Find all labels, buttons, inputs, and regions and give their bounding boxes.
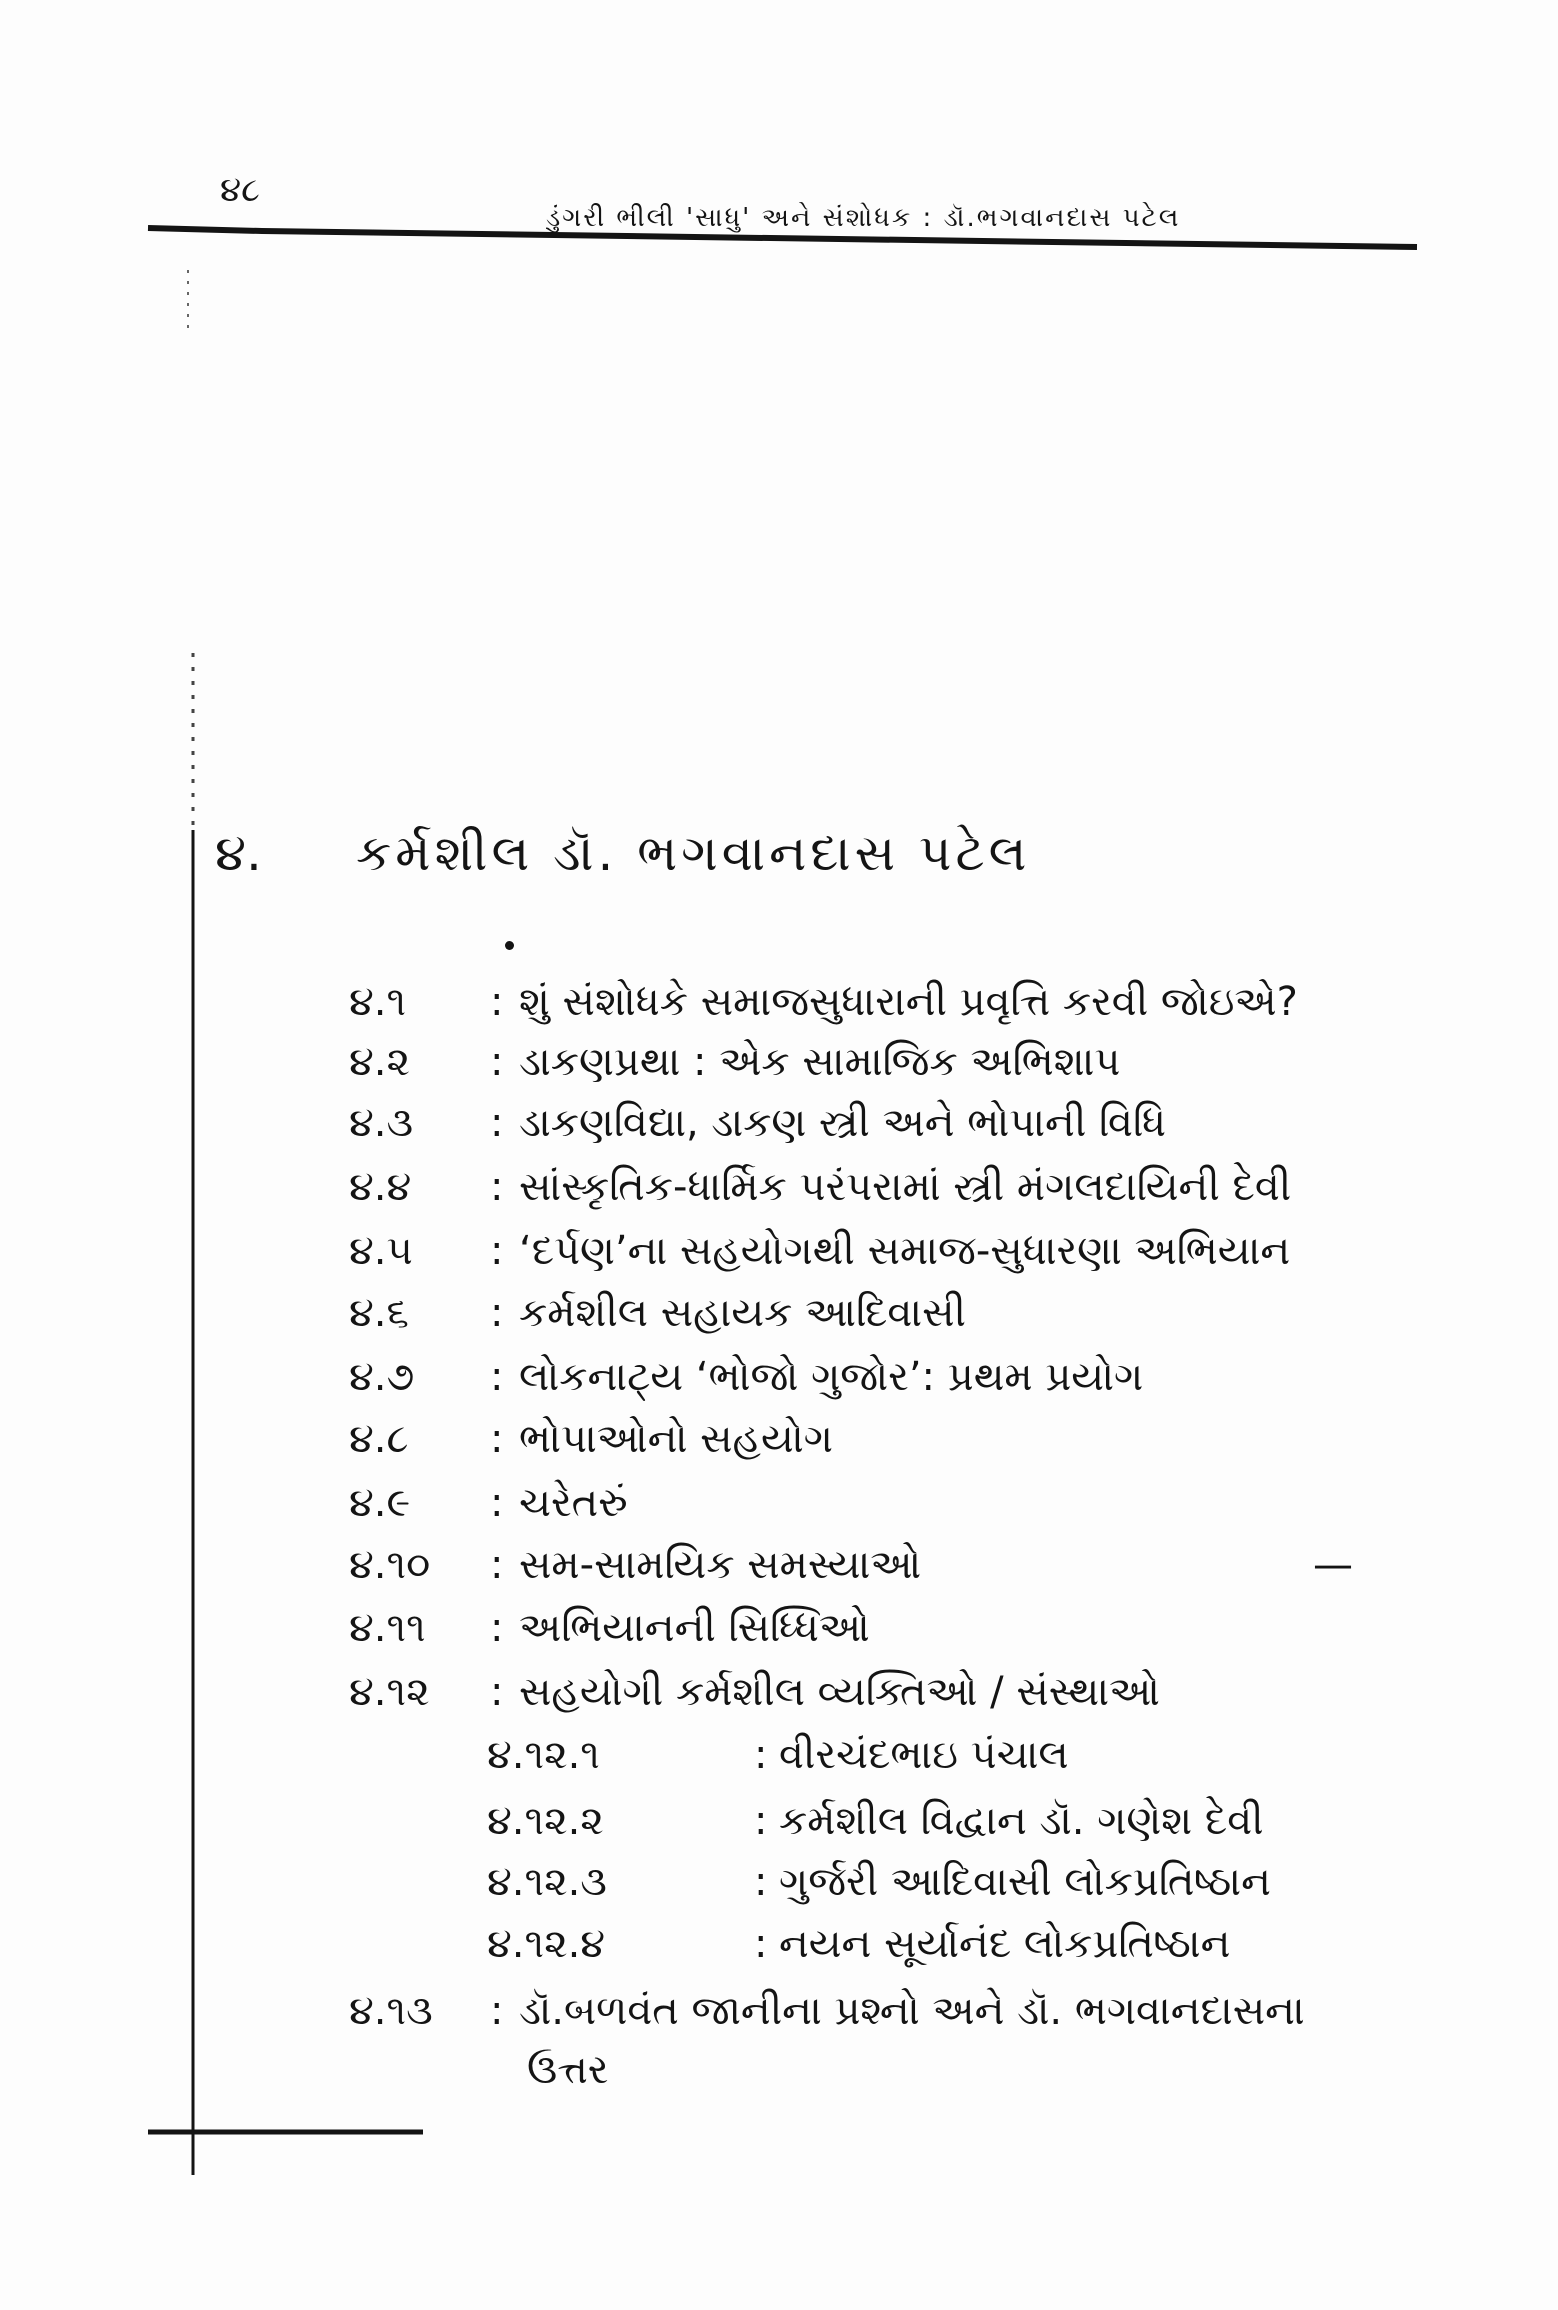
toc-row (0, 1600, 1558, 1656)
running-title: ડુંગરી ભીલી 'સાધુ' અને સંશોધક : ડૉ.ભગવાનદાસ પટેલ (546, 203, 1181, 233)
toc-subrow (0, 1916, 1558, 1972)
toc-number: ૪.૧૨ (349, 1669, 430, 1715)
toc-subnumber: ૪.૧૨.૧ (487, 1732, 600, 1778)
toc-number: ૪.૧ (349, 979, 407, 1025)
toc-title: લોકનાટ્ય ‘ભોજો ગુજોર’: પ્રથમ પ્રયોગ (519, 1354, 1144, 1400)
toc-separator: : (490, 1228, 504, 1274)
toc-number: ૪.૬ (349, 1290, 409, 1336)
toc-separator: : (490, 1605, 504, 1651)
toc-title: અભિયાનની સિધ્ધિઓ (519, 1605, 870, 1651)
toc-row (0, 1411, 1558, 1467)
toc-subrow (0, 1793, 1558, 1849)
toc-separator: : (490, 979, 504, 1025)
toc-row (0, 1983, 1558, 2039)
toc-title: કર્મશીલ સહાયક આદિવાસી (519, 1290, 966, 1336)
toc-row (0, 1664, 1558, 1720)
toc-number: ૪.૩ (349, 1100, 414, 1146)
toc-number: ૪.૨ (349, 1039, 410, 1085)
toc-separator: : (490, 1542, 504, 1588)
toc-separator: : (490, 1669, 504, 1715)
toc-subnumber: ૪.૧૨.૨ (487, 1798, 604, 1844)
toc-separator: : (754, 1859, 768, 1905)
toc-separator: : (490, 1480, 504, 1526)
toc-separator: : (490, 1416, 504, 1462)
toc-subnumber: ૪.૧૨.૪ (487, 1921, 606, 1967)
bullet-dot (505, 941, 514, 950)
toc-separator: : (490, 1988, 504, 2034)
toc-subnumber: ૪.૧૨.૩ (487, 1859, 607, 1905)
toc-row (0, 1475, 1558, 1531)
toc-row (0, 1095, 1558, 1151)
toc-row (0, 1223, 1558, 1279)
toc-row (0, 1034, 1558, 1090)
toc-number: ૪.૧૧ (349, 1605, 426, 1651)
toc-title: ભોપાઓનો સહયોગ (519, 1416, 833, 1462)
toc-separator: : (490, 1354, 504, 1400)
toc-title: ‘દર્પણ’ના સહયોગથી સમાજ-સુધારણા અભિયાન (519, 1228, 1291, 1274)
toc-subtitle: વીરચંદભાઇ પંચાલ (779, 1732, 1069, 1778)
toc-row (0, 974, 1558, 1030)
toc-separator: : (754, 1732, 768, 1778)
toc-number: ૪.૭ (349, 1354, 415, 1400)
toc-number: ૪.૫ (349, 1228, 413, 1274)
toc-title: ડાકણવિદ્યા, ડાકણ સ્ત્રી અને ભોપાની વિધિ (519, 1100, 1167, 1146)
toc-subrow (0, 1727, 1558, 1783)
toc-number: ૪.૧૦ (349, 1542, 431, 1588)
toc-row (0, 1285, 1558, 1341)
toc-title: શું સંશોધકે સમાજસુધારાની પ્રવૃત્તિ કરવી જોઇએ? (519, 979, 1298, 1025)
toc-separator: : (490, 1164, 504, 1210)
toc-title: સહયોગી કર્મશીલ વ્યક્તિઓ / સંસ્થાઓ (519, 1669, 1160, 1715)
margin-mark: — (1313, 1542, 1353, 1588)
toc-separator: : (490, 1290, 504, 1336)
toc-subtitle: નયન સૂર્યાનંદ લોકપ્રતિષ્ઠાન (779, 1921, 1231, 1967)
toc-title: ડાકણપ્રથા : એક સામાજિક અભિશાપ (519, 1039, 1121, 1085)
toc-separator: : (754, 1921, 768, 1967)
toc-row (0, 1537, 1558, 1593)
toc-title: ચરેતરું (519, 1480, 628, 1526)
toc-row (0, 1159, 1558, 1215)
toc-separator: : (490, 1039, 504, 1085)
toc-separator: : (490, 1100, 504, 1146)
toc-row-continuation (0, 2042, 1558, 2098)
toc-subtitle: ગુર્જરી આદિવાસી લોકપ્રતિષ્ઠાન (779, 1859, 1271, 1905)
toc-title-continued: ઉત્તર (527, 2047, 609, 2093)
toc-number: ૪.૮ (349, 1416, 409, 1462)
toc-number: ૪.૪ (349, 1164, 412, 1210)
toc-number: ૪.૯ (349, 1480, 411, 1526)
toc-row (0, 1349, 1558, 1405)
toc-subtitle: કર્મશીલ વિદ્વાન ડૉ. ગણેશ દેવી (779, 1798, 1264, 1844)
toc-subrow (0, 1854, 1558, 1910)
toc-separator: : (754, 1798, 768, 1844)
toc-title: ડૉ.બળવંત જાનીના પ્રશ્નો અને ડૉ. ભગવાનદાસના (519, 1988, 1305, 2034)
chapter-number: ૪. (215, 824, 262, 882)
toc-title: સાંસ્કૃતિક-ધાર્મિક પરંપરામાં સ્ત્રી મંગલદાયિની દેવી (519, 1164, 1292, 1210)
toc-title: સમ-સામયિક સમસ્યાઓ (519, 1542, 922, 1588)
toc-number: ૪.૧૩ (349, 1988, 433, 2034)
chapter-title: કર્મશીલ ડૉ. ભગવાનદાસ પટેલ (356, 824, 1031, 882)
page-number: ૪૮ (220, 170, 260, 210)
